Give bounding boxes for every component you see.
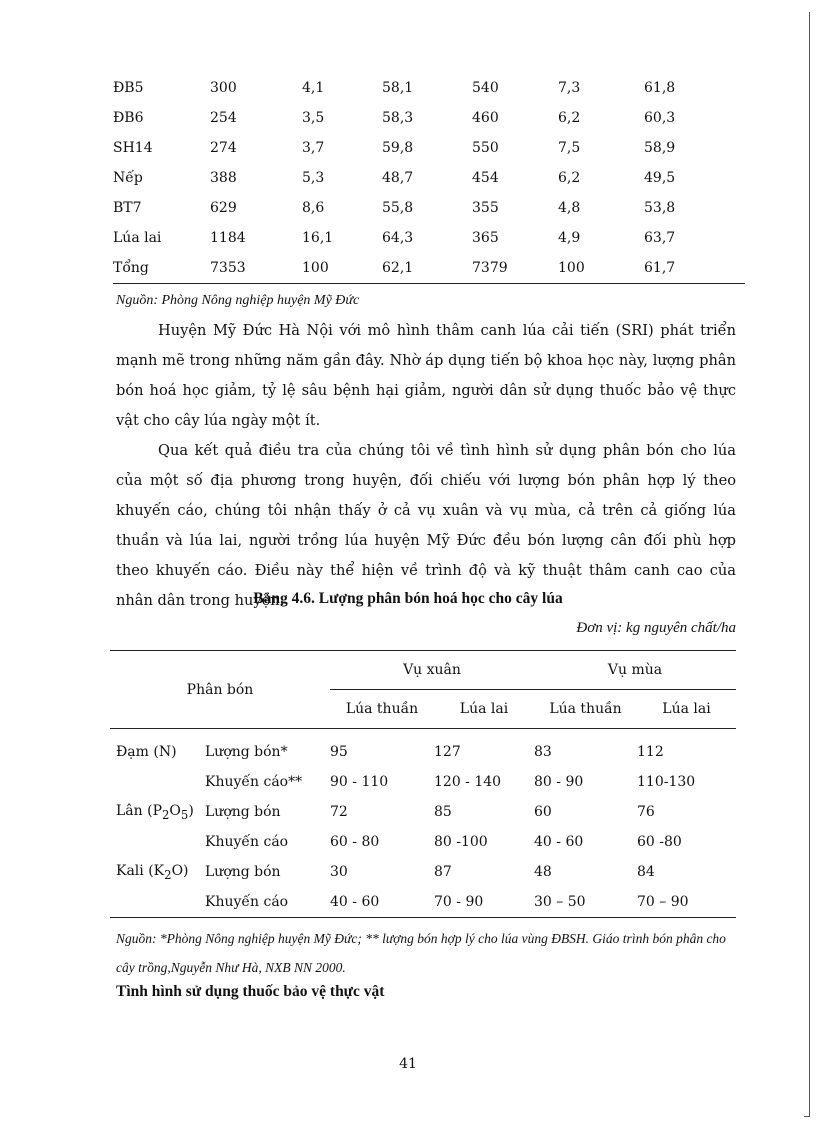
rice-variety-table [113, 73, 745, 284]
table-cell: 365 [472, 230, 499, 246]
table-cell: 3,7 [302, 140, 325, 156]
variety-name: Lúa lai [113, 230, 162, 246]
table-cell: 61,8 [644, 80, 676, 96]
row-label: Khuyến cáo** [205, 774, 303, 790]
table-cell: 3,5 [302, 110, 325, 126]
table-cell: 60 - 80 [330, 834, 380, 850]
page-number: 41 [399, 1056, 417, 1072]
paragraph-sri: Huyện Mỹ Đức Hà Nội với mô hình thâm canh lúa cải tiến (SRI) phát triển mạnh mẽ trong những năm gần đây. Nhờ áp dụng tiến bộ khoa học này, lượng phân bón hoá học giảm, tỷ lệ sâu bệnh hại giảm, người dân sử dụng thuốc bảo vệ thực vật cho cây lúa ngày một ít. [116, 322, 736, 429]
table-row [113, 193, 745, 223]
header-spring-pure: Lúa thuần [330, 690, 434, 729]
section-heading: Tình hình sử dụng thuốc bảo vệ thực vật [116, 983, 385, 1000]
table-row [110, 857, 736, 887]
table-cell: 58,1 [382, 80, 414, 96]
table-row [110, 767, 736, 797]
table-row [113, 163, 745, 193]
table-cell: 100 [558, 253, 644, 284]
table-cell: 48 [534, 864, 552, 880]
table-row [113, 103, 745, 133]
table-cell: 100 [302, 253, 382, 284]
table-cell: 72 [330, 804, 348, 820]
table-cell: 460 [472, 110, 499, 126]
table-cell: 62,1 [382, 253, 472, 284]
table-cell: 70 - 90 [434, 887, 534, 918]
table-cell: 550 [472, 140, 499, 156]
table-cell: 4,1 [302, 80, 325, 96]
table-cell: 95 [330, 744, 348, 760]
table-cell: 7,3 [558, 80, 581, 96]
table-cell: 1184 [210, 230, 246, 246]
table-row [110, 737, 736, 767]
variety-name: SH14 [113, 140, 153, 156]
row-label: Khuyến cáo [205, 887, 330, 918]
variety-name: ĐB6 [113, 110, 144, 126]
table-row [113, 253, 745, 284]
table-cell: 49,5 [644, 170, 676, 186]
table-cell: 300 [210, 80, 237, 96]
table-cell: 60,3 [644, 110, 676, 126]
table-cell: 84 [637, 864, 655, 880]
table-cell: 7,5 [558, 140, 581, 156]
variety-name: Tổng [113, 253, 210, 284]
table-cell: 58,3 [382, 110, 414, 126]
table-cell: 4,8 [558, 200, 581, 216]
table-cell: 61,7 [644, 253, 745, 284]
header-spring-season: Vụ xuân [330, 651, 534, 690]
table-cell: 48,7 [382, 170, 414, 186]
fertilizer-table [110, 650, 736, 918]
table-cell: 87 [434, 864, 452, 880]
table-cell: 7379 [472, 253, 558, 284]
variety-name: BT7 [113, 200, 142, 216]
table-cell: 7353 [210, 253, 302, 284]
table-cell: 6,2 [558, 110, 581, 126]
header-summer-hybrid: Lúa lai [637, 690, 736, 729]
table-row [110, 827, 736, 857]
table-cell: 59,8 [382, 140, 414, 156]
table-row [113, 73, 745, 103]
table-cell: 120 - 140 [434, 774, 502, 790]
row-label: Lượng bón [205, 804, 281, 820]
table-caption: Bảng 4.6. Lượng phân bón hoá học cho cây lúa [253, 590, 563, 607]
table-row [113, 133, 745, 163]
table-cell: 254 [210, 110, 237, 126]
table-cell: 112 [637, 744, 664, 760]
table-cell: 58,9 [644, 140, 676, 156]
row-label: Khuyến cáo [205, 834, 289, 850]
table-cell: 60 -80 [637, 834, 682, 850]
table-cell: 85 [434, 804, 452, 820]
variety-name: Nếp [113, 170, 143, 186]
table-footnote: Nguồn: *Phòng Nông nghiệp huyện Mỹ Đức; ** lượng bón hợp lý cho lúa vùng ĐBSH. Giáo trình bón phân cho cây trồng,Nguyễn Như Hà, NXB NN 2000. [116, 931, 726, 975]
table-cell: 70 – 90 [637, 887, 736, 918]
table-cell: 30 [330, 864, 348, 880]
table-source-note: Nguồn: Phòng Nông nghiệp huyện Mỹ Đức [116, 293, 360, 308]
table-cell: 388 [210, 170, 237, 186]
nutrient-name: Kali $(K_2O)$ [116, 862, 189, 882]
table-cell: 30 – 50 [534, 887, 637, 918]
table-row [113, 223, 745, 253]
nutrient-name: Đạm (N) [116, 744, 177, 760]
table-cell: 90 - 110 [330, 774, 389, 790]
table-cell: 53,8 [644, 200, 676, 216]
unit-label: Đơn vị: kg nguyên chất/ha [576, 620, 736, 636]
table-cell: 127 [434, 744, 461, 760]
header-summer-season: Vụ mùa [534, 651, 736, 690]
table-cell: 5,3 [302, 170, 325, 186]
table-cell: 8,6 [302, 200, 325, 216]
table-cell: 110-130 [637, 774, 696, 790]
table-cell: 63,7 [644, 230, 676, 246]
table-cell: 540 [472, 80, 499, 96]
table-cell: 83 [534, 744, 552, 760]
table-cell: 4,9 [558, 230, 581, 246]
table-cell: 40 - 60 [330, 887, 434, 918]
table-cell: 274 [210, 140, 237, 156]
nutrient-name: Lân $(P_2O_5)$ [116, 802, 194, 822]
page-edge-line [809, 12, 810, 1117]
row-label: Lượng bón* [205, 744, 288, 760]
table-row [110, 887, 736, 918]
page-edge-corner [804, 1116, 810, 1117]
table-cell: 6,2 [558, 170, 581, 186]
table-cell: 80 -100 [434, 834, 488, 850]
table-cell: 55,8 [382, 200, 414, 216]
table-cell: 16,1 [302, 230, 334, 246]
table-cell: 64,3 [382, 230, 414, 246]
table-row [110, 797, 736, 827]
paragraph-fertilizer-survey: Qua kết quả điều tra của chúng tôi về tình hình sử dụng phân bón cho lúa của một số địa phương trong huyện, đối chiếu với lượng bón phân hợp lý theo khuyến cáo, chúng tôi nhận thấy ở cả vụ xuân và vụ mùa, cả trên cả giống lúa thuần và lúa lai, người trồng lúa huyện Mỹ Đức đều bón lượng cân đối phù hợp theo khuyến cáo. Điều này thể hiện về trình độ và kỹ thuật thâm canh cao của nhân dân trong huyện. [116, 442, 736, 609]
table-cell: 355 [472, 200, 499, 216]
table-cell: 76 [637, 804, 655, 820]
row-label: Lượng bón [205, 864, 281, 880]
table-cell: 629 [210, 200, 237, 216]
table-cell: 60 [534, 804, 552, 820]
table-cell: 40 - 60 [534, 834, 584, 850]
header-summer-pure: Lúa thuần [534, 690, 637, 729]
header-fertilizer: Phân bón [110, 651, 330, 729]
table-cell: 80 - 90 [534, 774, 584, 790]
variety-name: ĐB5 [113, 80, 144, 96]
table-cell: 454 [472, 170, 499, 186]
header-spring-hybrid: Lúa lai [434, 690, 534, 729]
